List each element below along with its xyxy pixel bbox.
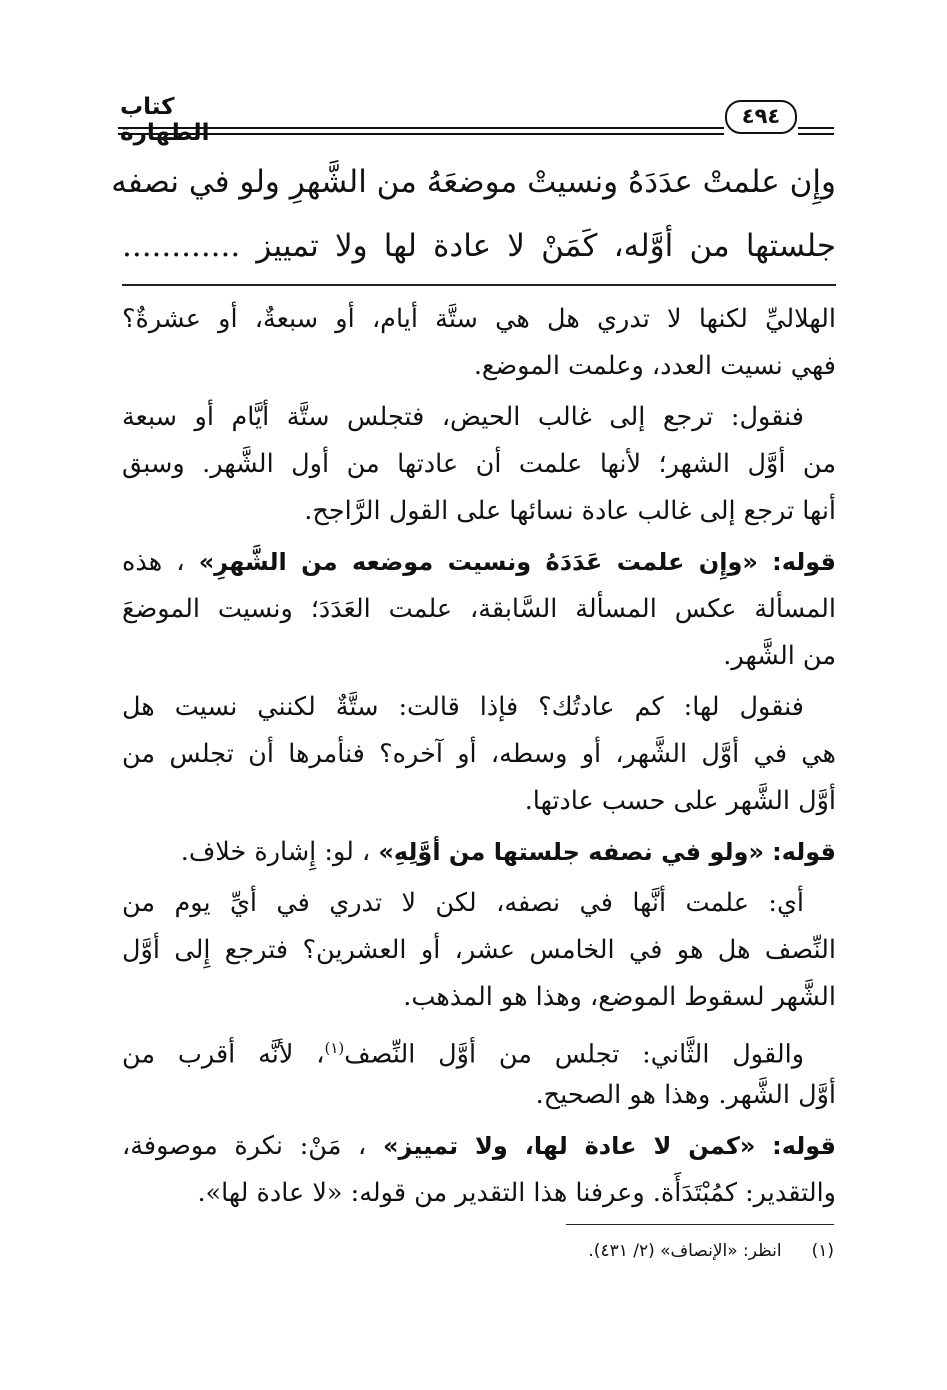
text-line: فهي نسيت العدد، وعلمت الموضع. — [473, 351, 836, 381]
text-fragment: ، لأنَّه أقرب من — [122, 1039, 325, 1070]
footnote-text: انظر: «الإنصاف» (٢/ ٤٣١). — [588, 1241, 782, 1261]
header-rule-top — [118, 127, 724, 129]
text-line: والتقدير: كمُبْتَدَأَة. وعرفنا هذا التقدير من قوله: «لا عادة لها». — [197, 1178, 836, 1208]
matn-quote: «كمن لا عادة لها، ولا تمييز» — [382, 1132, 756, 1160]
footnote — [300, 1236, 834, 1266]
footnote-separator — [566, 1224, 834, 1225]
page-number: ٤٩٤ — [725, 100, 797, 134]
paragraph — [122, 539, 836, 680]
matn-line: جلستها من أوَّله، كَمَنْ لا عادة لها ولا تمييز ............ — [122, 228, 836, 264]
text-line: الشَّهر لسقوط الموضع، وهذا هو المذهب. — [403, 982, 836, 1012]
footnote-ref[interactable]: (١) — [324, 1039, 345, 1057]
paragraph — [122, 1123, 836, 1217]
book-title: كتاب الطهارة — [120, 94, 210, 146]
text-line: أي: علمت أنَّها في نصفه، لكن لا تدري في أيِّ يوم من — [122, 888, 804, 918]
paragraph — [122, 1025, 836, 1119]
header-rule-right-bottom — [798, 133, 834, 135]
matn-separator — [122, 284, 836, 286]
paragraph — [122, 296, 836, 390]
matn-quote: «وإِن علمت عَدَدَهُ ونسيت موضعه من الشَّهرِ» — [198, 548, 758, 576]
text-fragment: ، لو: إِشارة خلاف. — [180, 837, 371, 867]
text-line: أوَّل الشَّهر. وهذا هو الصحيح. — [535, 1080, 836, 1110]
text-line: النِّصف هل هو في الخامس عشر، أو العشرين؟ فترجع إِلى أوَّل — [122, 935, 836, 965]
text-fragment: ، مَنْ: نكرة موصوفة، — [122, 1131, 367, 1161]
page-header — [118, 92, 834, 146]
text-line — [122, 539, 836, 586]
text-line: أنها ترجع إلى غالب عادة نسائها على القول الرَّاجح. — [304, 496, 836, 526]
matn-line: وإِن علمتْ عدَدَهُ ونسيتْ موضعَهُ من الشَّهرِ ولو في نصفه — [111, 164, 836, 200]
paragraph — [122, 684, 836, 825]
text-line: أوَّل الشَّهر على حسب عادتها. — [524, 786, 836, 816]
text-line: المسألة عكس المسألة السَّابقة، علمت العَدَدَ؛ ونسيت الموضعَ — [122, 594, 836, 624]
footnote-number: (١) — [811, 1241, 834, 1261]
text-line: فنقول: ترجع إلى غالب الحيض، فتجلس ستَّة أيَّام أو سبعة — [122, 402, 804, 432]
quote-label: قوله: — [772, 548, 837, 576]
text-line: الهلاليِّ لكنها لا تدري هل هي ستَّة أيام، أو سبعةٌ، أو عشرةٌ؟ — [122, 304, 836, 334]
commentary — [122, 296, 836, 1221]
text-line — [122, 829, 836, 876]
paragraph — [122, 829, 836, 876]
header-rule-bottom — [118, 133, 724, 135]
matn-text — [111, 150, 836, 278]
quote-label: قوله: — [772, 838, 836, 866]
paragraph — [122, 394, 836, 535]
paragraph — [122, 880, 836, 1021]
text-fragment: ، هذه — [122, 547, 185, 577]
text-line: فنقول لها: كم عادتُك؟ فإذا قالت: ستَّةٌ لكنني نسيت هل — [122, 692, 804, 722]
text-line: هي في أوَّل الشَّهر، أو وسطه، أو آخره؟ فنأمرها أن تجلس من — [122, 739, 836, 769]
text-line — [122, 1123, 836, 1170]
text-line — [122, 1025, 836, 1072]
header-rule-right-top — [798, 127, 834, 129]
matn-quote: «ولو في نصفه جلستها من أوَّلِهِ» — [378, 838, 764, 866]
text-line: من الشَّهر. — [723, 641, 836, 671]
text-fragment: والقول الثَّاني: تجلس من أوَّل النِّصف — [344, 1039, 805, 1070]
text-line: من أوَّل الشهر؛ لأنها علمت أن عادتها من أول الشَّهر. وسبق — [122, 449, 836, 479]
quote-label: قوله: — [772, 1132, 837, 1160]
